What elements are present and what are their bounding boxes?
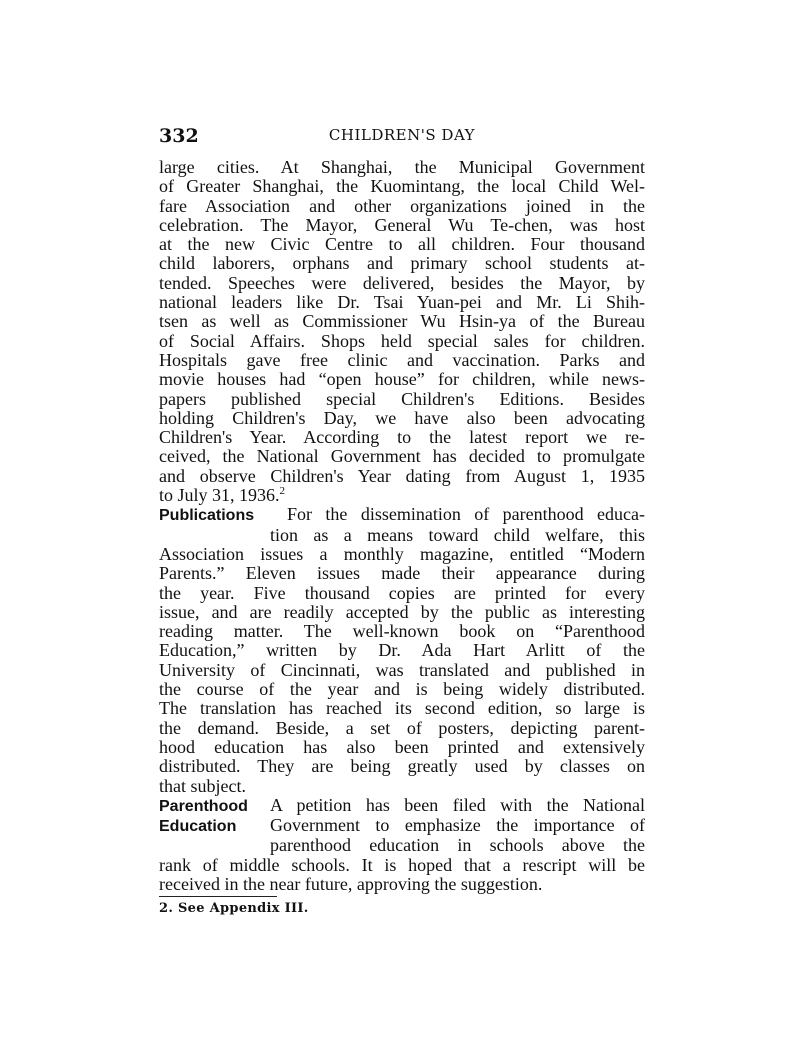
paragraph-line: celebration. The Mayor, General Wu Te-chen, was host [159, 214, 645, 235]
paragraph-line: University of Cincinnati, was translated and published in [159, 659, 645, 680]
paragraph-line: The translation has reached its second edition, so large is [159, 698, 645, 719]
paragraph-line: Children's Year. According to the latest report we re- [159, 427, 645, 448]
page-header [159, 125, 645, 149]
paragraph-line: Parents.” Eleven issues made their appearance during [159, 563, 645, 584]
footnote: 2. See Appendix III. [159, 901, 309, 916]
page-number: 332 [159, 125, 199, 147]
paragraph-line: issue, and are readily accepted by the public as interesting [159, 601, 645, 622]
paragraph-line: rank of middle schools. It is hoped that a rescript will be [159, 854, 645, 875]
publications-first-line: Publications For the dissemination of parenthood educa- [159, 504, 645, 525]
paragraph-line: Association issues a monthly magazine, entitled “Modern [159, 543, 645, 564]
publications-second-line: tion as a means toward child welfare, this [270, 524, 645, 545]
paragraph-line: hood education has also been printed and extensively [159, 736, 645, 757]
paragraph-line: the year. Five thousand copies are printed for every [159, 582, 645, 603]
footnote-rule [159, 896, 277, 897]
paragraph-line: the demand. Beside, a set of posters, depicting parent- [159, 717, 645, 738]
paragraph-line: the course of the year and is being widely distributed. [159, 679, 645, 700]
paragraph-line: Hospitals gave free clinic and vaccination. Parks and [159, 349, 645, 370]
paragraph-line: child laborers, orphans and primary school students at- [159, 253, 645, 274]
paragraph-line: national leaders like Dr. Tsai Yuan-pei and Mr. Li Shih- [159, 292, 645, 313]
paragraph-publications [159, 545, 645, 777]
paragraph-line: movie houses had “open house” for children, while news- [159, 369, 645, 390]
side-heading-publications: Publications [159, 507, 255, 525]
paragraph-line: tended. Speeches were delivered, besides the Mayor, by [159, 272, 645, 293]
paragraph-line: of Social Affairs. Shops held special sales for children. [159, 330, 645, 351]
paragraph-childrens-day [159, 158, 645, 486]
side-heading-education: Education [159, 818, 237, 836]
paragraph-line: ceived, the National Government has decided to promulgate [159, 446, 645, 467]
paragraph-line: Education,” written by Dr. Ada Hart Arlitt of the [159, 640, 645, 661]
parenthood-first-line: Parenthood A petition has been filed with the National [159, 794, 645, 815]
paragraph-line: reading matter. The well-known book on “Parenthood [159, 621, 645, 642]
running-title: CHILDREN'S DAY [328, 126, 476, 144]
paragraph-line: and observe Children's Year dating from August 1, 1935 [159, 465, 645, 486]
paragraph-line: large cities. At Shanghai, the Municipal Government [159, 157, 645, 177]
paragraph-line: fare Association and other organizations joined in the [159, 195, 645, 216]
paragraph-line: papers published special Children's Editions. Besides [159, 388, 645, 409]
paragraph-line: tsen as well as Commissioner Wu Hsin-ya of the Bureau [159, 311, 645, 332]
paragraph-line: that subject. [159, 775, 246, 796]
footnote-ref: 2 [279, 485, 286, 498]
parenthood-second-line: Education Government to emphasize the importance of [159, 815, 645, 836]
paragraph-line: of Greater Shanghai, the Kuomintang, the local Child Wel- [159, 176, 645, 197]
paragraph-line: distributed. They are being greatly used by classes on [159, 756, 645, 777]
paragraph-line: received in the near future, approving the suggestion. [159, 873, 543, 894]
paragraph-line: holding Children's Day, we have also been advocating [159, 407, 645, 428]
side-heading-parenthood: Parenthood [159, 797, 248, 815]
paragraph-line: parenthood education in schools above the [270, 835, 645, 856]
body-text [159, 158, 645, 894]
paragraph-line: to July 31, 1936.$^2$ [159, 485, 286, 506]
paragraph-line: at the new Civic Centre to all children. Four thousand [159, 234, 645, 255]
